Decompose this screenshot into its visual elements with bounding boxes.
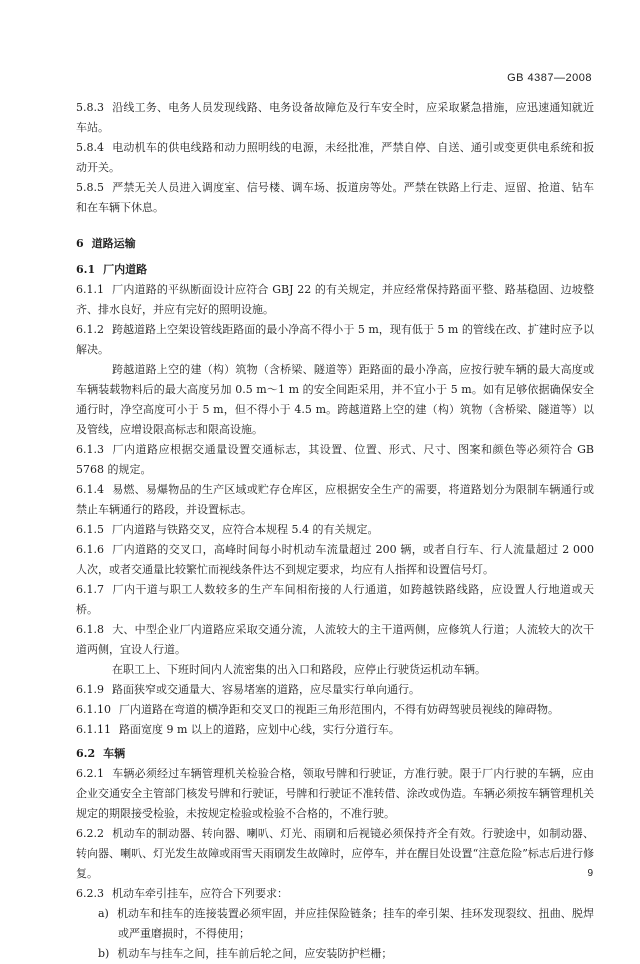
- clause-number: 5.8.5: [76, 181, 104, 194]
- clause-text: 电动机车的供电线路和动力照明线的电源，未经批准，严禁自停、自送、通引或变更供电系统和扳动开关。: [76, 141, 594, 174]
- clause-text: 车辆必须经过车辆管理机关检验合格，领取号牌和行驶证，方准行驶。限于厂内行驶的车辆，应由企业交通安全主管部门核发号牌和行驶证，号牌和行驶证不准转借、涂改或伪造。车辆必须按车辆管理机关规定的期限接受检验，未按规定检验或检验不合格的，不准行驶。: [76, 767, 594, 820]
- clause-6-1-4: [76, 480, 594, 520]
- clause-6-1-10: [76, 700, 594, 720]
- list-label: a): [98, 907, 109, 920]
- clause-6-1-2: [76, 320, 594, 360]
- clause-number: 6.1.3: [76, 443, 104, 456]
- clause-number: 5.8.4: [76, 141, 104, 154]
- clause-text: 厂内干道与职工人数较多的生产车间相衔接的人行通道，如跨越铁路线路，应设置人行地道或天桥。: [76, 583, 594, 616]
- clause-6-1-2-continued: 跨越道路上空的建（构）筑物（含桥梁、隧道等）距路面的最小净高，应按行驶车辆的最大高度或车辆装载物料后的最大高度另加 0.5 m～1 m 的安全间距采用，并不宜小于 5 m。如有足够依据确保安全通行时，净空高度可小于 5 m，但不得小于 4.5 m。跨越道路上空的建（构）筑物（含桥梁、隧道等）以及管线，应增设限高标志和限高设施。: [76, 363, 594, 436]
- clause-text: 厂内道路应根据交通量设置交通标志，其设置、位置、形式、尺寸、图案和颜色等必须符合 GB 5768 的规定。: [76, 443, 594, 476]
- clause-text: 严禁无关人员进入调度室、信号楼、调车场、扳道房等处。严禁在铁路上行走、逗留、抢道、钻车和在车辆下休息。: [76, 181, 594, 214]
- list-item-a: [76, 904, 594, 944]
- clause-text: 大、中型企业厂内道路应采取交通分流，人流较大的主干道两侧，应修筑人行道；人流较大的次干道两侧，宜设人行道。: [76, 623, 594, 656]
- clause-6-1-8: [76, 620, 594, 660]
- clause-number: 6.1.7: [76, 583, 104, 596]
- clause-6-2-3: [76, 884, 594, 904]
- clause-5-8-5: [76, 178, 594, 218]
- clause-number: 6.1.10: [76, 703, 111, 716]
- section-number: 6.2: [76, 747, 96, 760]
- clause-text: 厂内道路的平纵断面设计应符合 GBJ 22 的有关规定，并应经常保持路面平整、路基稳固、边坡整齐、排水良好，并应有完好的照明设施。: [76, 283, 594, 316]
- clause-6-1-6: [76, 540, 594, 580]
- clause-number: 6.1.9: [76, 683, 104, 696]
- clause-number: 6.2.2: [76, 827, 104, 840]
- clause-text: 易燃、易爆物品的生产区域或贮存仓库区，应根据安全生产的需要，将道路划分为限制车辆通行或禁止车辆通行的路段，并设置标志。: [76, 483, 594, 516]
- clause-6-1-11: [76, 720, 594, 740]
- clause-number: 6.2.1: [76, 767, 104, 780]
- clause-number: 6.1.8: [76, 623, 104, 636]
- clause-number: 6.1.1: [76, 283, 104, 296]
- clause-text: 跨越道路上空架设管线距路面的最小净高不得小于 5 m，现有低于 5 m 的管线在改、扩建时应予以解决。: [76, 323, 594, 356]
- clause-number: 6.1.4: [76, 483, 104, 496]
- section-title: 车辆: [103, 747, 126, 760]
- section-number: 6: [76, 237, 84, 250]
- clause-6-1-3: [76, 440, 594, 480]
- section-title: 厂内道路: [103, 263, 148, 276]
- section-6-2-heading: [76, 744, 594, 764]
- clause-6-1-5: [76, 520, 594, 540]
- clause-text: 机动车牵引挂车，应符合下列要求：: [112, 887, 288, 900]
- clause-number: 6.1.5: [76, 523, 104, 536]
- clause-5-8-3: [76, 98, 594, 138]
- clause-text: 机动车的制动器、转向器、喇叭、灯光、雨刷和后视镜必须保持齐全有效。行驶途中，如制动器、转向器、喇叭、灯光发生故障或雨雪天雨刷发生故障时，应停车，并在醒目处设置“注意危险”标志后进行修复。: [76, 827, 594, 880]
- clause-6-1-1: [76, 280, 594, 320]
- clause-number: 6.1.2: [76, 323, 104, 336]
- clause-text: 厂内道路在弯道的横净距和交叉口的视距三角形范围内，不得有妨碍驾驶员视线的障碍物。: [119, 703, 559, 716]
- clause-number: 6.1.11: [76, 723, 111, 736]
- clause-6-1-8-continued: 在职工上、下班时间内人流密集的出入口和路段，应停止行驶货运机动车辆。: [112, 663, 486, 676]
- standard-code: GB 4387—2008: [507, 72, 592, 84]
- clause-6-1-9: [76, 680, 594, 700]
- clause-text: 路面狭窄或交通量大、容易堵塞的道路，应尽量实行单向通行。: [112, 683, 420, 696]
- clause-5-8-4: [76, 138, 594, 178]
- clause-text: 路面宽度 9 m 以上的道路，应划中心线，实行分道行车。: [119, 723, 400, 736]
- clause-6-2-1: [76, 764, 594, 824]
- clause-number: 6.1.6: [76, 543, 104, 556]
- clause-6-2-2: [76, 824, 594, 884]
- section-6-1-heading: [76, 260, 594, 280]
- list-text: 机动车与挂车之间，挂车前后轮之间，应安装防护栏栅；: [117, 947, 393, 960]
- list-text: 机动车和挂车的连接装置必须牢固，并应挂保险链条；挂车的牵引架、挂环发现裂纹、扭曲、脱焊或严重磨损时，不得使用；: [116, 907, 594, 940]
- list-label: b): [98, 947, 110, 960]
- clause-text: 厂内道路与铁路交叉，应符合本规程 5.4 的有关规定。: [112, 523, 379, 536]
- clause-text: 沿线工务、电务人员发现线路、电务设备故障危及行车安全时，应采取紧急措施，应迅速通知就近车站。: [76, 101, 594, 134]
- list-item-b: [76, 944, 594, 964]
- document-body: [76, 98, 594, 964]
- clause-number: 5.8.3: [76, 101, 104, 114]
- page-number: 9: [587, 868, 593, 879]
- section-number: 6.1: [76, 263, 96, 276]
- clause-6-1-7: [76, 580, 594, 620]
- section-title: 道路运输: [91, 237, 136, 250]
- section-6-heading: [76, 234, 594, 254]
- clause-text: 厂内道路的交叉口，高峰时间每小时机动车流量超过 200 辆，或者自行车、行人流量超过 2 000 人次，或者交通量比较繁忙而视线条件达不到规定要求，均应有人指挥和设置信号灯。: [76, 543, 594, 576]
- clause-number: 6.2.3: [76, 887, 104, 900]
